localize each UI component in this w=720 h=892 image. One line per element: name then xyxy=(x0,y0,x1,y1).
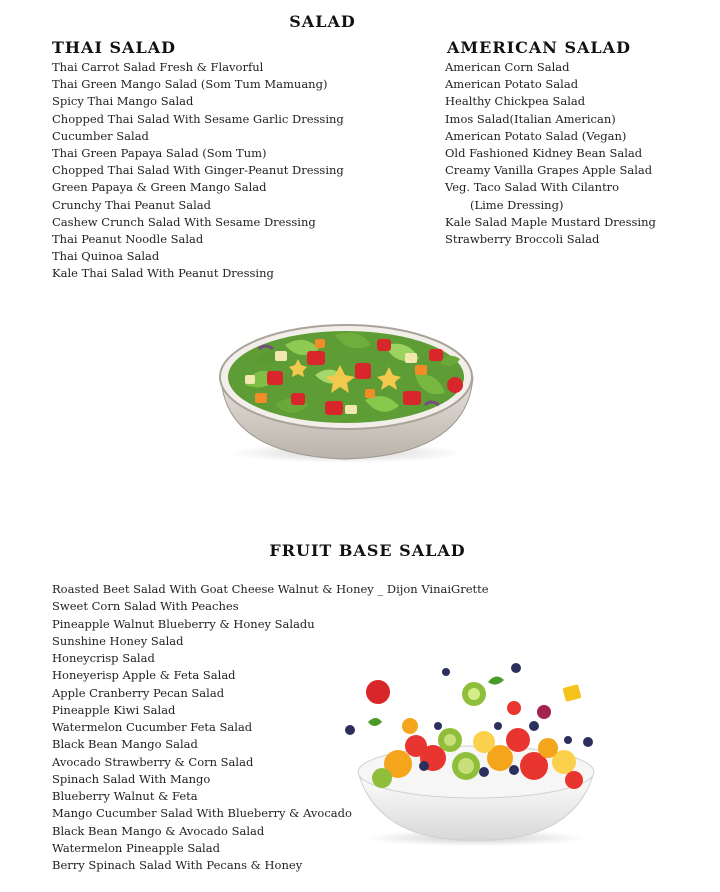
list-item: Blueberry Walnut & Feta xyxy=(52,789,198,803)
american-salad-heading: AMERICAN SALAD xyxy=(447,38,631,57)
list-item: (Lime Dressing) xyxy=(470,197,564,212)
list-item: Pineapple Kiwi Salad xyxy=(52,702,176,717)
list-item: Honeyerisp Apple & Feta Salad xyxy=(52,668,236,683)
thai-salad-heading: THAI SALAD xyxy=(52,38,176,57)
list-item: Creamy Vanilla Grapes Apple Salad xyxy=(445,163,653,178)
list-item: Apple Cranberry Pecan Salad xyxy=(52,685,225,700)
list-item: Thai Green Papaya Salad (Som Tum) xyxy=(52,146,267,161)
list-item: Imos Salad(Italian American) xyxy=(445,111,616,126)
list-item: Sunshine Honey Salad xyxy=(52,633,184,648)
list-item: Black Bean Mango & Avocado Salad xyxy=(52,823,265,838)
list-item: Black Bean Mango Salad xyxy=(52,737,198,752)
list-item: Chopped Thai Salad With Ginger-Peanut Dressing xyxy=(52,163,344,178)
list-item: Kale Salad Maple Mustard Dressing xyxy=(445,214,656,229)
page-title: SALAD xyxy=(289,12,356,31)
list-item: Roasted Beet Salad With Goat Cheese Walnut & Honey _ Dijon VinaiGrette xyxy=(52,582,489,596)
list-item: Chopped Thai Salad With Sesame Garlic Dressing xyxy=(52,111,344,126)
list-item: Spinach Salad With Mango xyxy=(52,771,211,786)
list-item: Pineapple Walnut Blueberry & Honey Saladu xyxy=(52,616,315,631)
list-item: Kale Thai Salad With Peanut Dressing xyxy=(52,266,274,281)
list-item: Thai Green Mango Salad (Som Tum Mamuang) xyxy=(52,77,328,92)
american-salad-list xyxy=(445,59,656,248)
list-item: Thai Peanut Noodle Salad xyxy=(52,232,204,247)
list-item: Berry Spinach Salad With Pecans & Honey xyxy=(52,858,303,872)
list-item: Watermelon Cucumber Feta Salad xyxy=(52,720,253,734)
list-item: Avocado Strawberry & Corn Salad xyxy=(52,754,254,769)
list-item: Cashew Crunch Salad With Sesame Dressing xyxy=(52,214,316,229)
list-item: Thai Carrot Salad Fresh & Flavorful xyxy=(52,60,264,74)
list-item: Healthy Chickpea Salad xyxy=(445,94,586,109)
list-item: Mango Cucumber Salad With Blueberry & Avocado xyxy=(52,806,352,821)
list-item: Sweet Corn Salad With Peaches xyxy=(52,599,239,614)
list-item: Thai Quinoa Salad xyxy=(52,249,160,264)
list-item: Honeycrisp Salad xyxy=(52,651,155,665)
list-item: Cucumber Salad xyxy=(52,128,149,143)
salad-bowl-image xyxy=(215,305,477,465)
list-item: Watermelon Pineapple Salad xyxy=(52,840,220,855)
fruit-base-salad-heading: FRUIT BASE SALAD xyxy=(269,541,466,560)
list-item: Green Papaya & Green Mango Salad xyxy=(52,180,267,195)
list-item: Strawberry Broccoli Salad xyxy=(445,232,600,247)
list-item: American Potato Salad xyxy=(445,77,579,92)
list-item: Spicy Thai Mango Salad xyxy=(52,94,194,109)
list-item: American Corn Salad xyxy=(445,60,570,74)
list-item: American Potato Salad (Vegan) xyxy=(445,128,627,143)
list-item: Old Fashioned Kidney Bean Salad xyxy=(445,146,643,161)
list-item: Veg. Taco Salad With Cilantro xyxy=(445,180,620,195)
fruit-bowl-image xyxy=(338,662,610,848)
list-item: Crunchy Thai Peanut Salad xyxy=(52,197,211,212)
thai-salad-list xyxy=(52,59,344,283)
